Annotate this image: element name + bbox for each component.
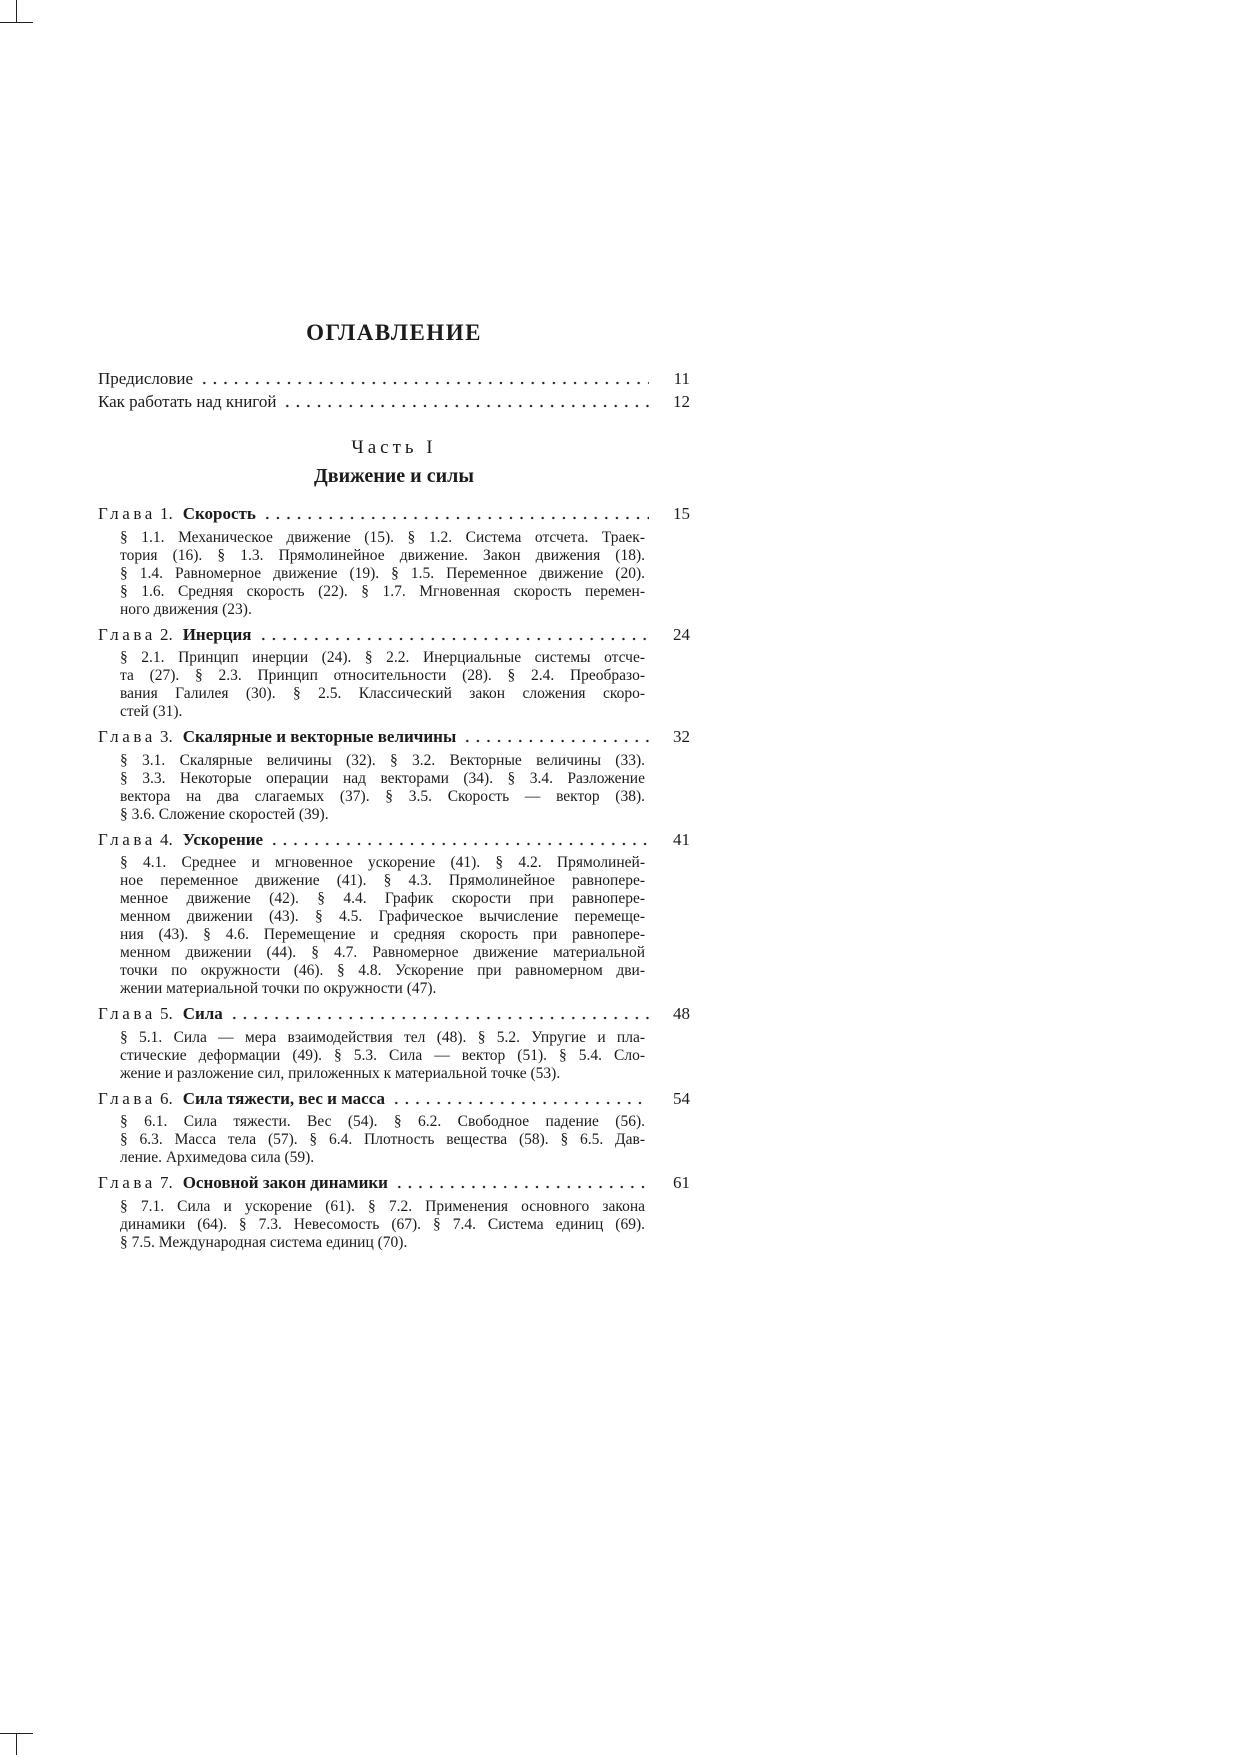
chapter-title: Скалярные и векторные величины (182, 727, 457, 746)
dot-leader (391, 1088, 649, 1110)
chapter-heading-row (98, 726, 690, 748)
chapter-label: Глава (98, 624, 156, 644)
page-title: ОГЛАВЛЕНИЕ (306, 320, 482, 345)
page-number: 41 (673, 829, 690, 849)
section-line: ного движения (23). (120, 600, 252, 618)
section-line: жении материальной точки по окружности (47). (120, 980, 437, 997)
page-number: 15 (673, 504, 690, 523)
chapter-number: 2. (159, 624, 173, 644)
section-line: § 4.1. Среднее и мгновенное ускорение (41). § 4.2. Прямолиней- (120, 854, 645, 871)
section-list (120, 1029, 645, 1083)
page-number: 48 (673, 1004, 690, 1023)
crop-mark-bottom-vertical (16, 1733, 17, 1755)
part-label: Часть I (351, 437, 437, 458)
chapter-entry (98, 1088, 690, 1168)
section-line: § 6.1. Сила тяжести. Вес (54). § 6.2. Свободное падение (56). (120, 1113, 645, 1130)
section-line: § 5.1. Сила — мера взаимодействия тел (48). § 5.2. Упругие и пла- (120, 1028, 645, 1046)
dot-leader (269, 829, 649, 851)
section-line: точки по окружности (46). § 4.8. Ускорение при равномерном дви- (120, 962, 645, 979)
chapter-title: Сила тяжести, вес и масса (182, 1088, 385, 1108)
chapter-label: Глава (98, 1173, 156, 1192)
page-number: 54 (673, 1088, 690, 1108)
chapter-heading-row (98, 624, 690, 646)
section-line: вания Галилея (30). § 2.5. Классический закон сложения скоро- (120, 685, 645, 702)
section-line: § 2.1. Принцип инерции (24). § 2.2. Инерциальные системы отсче- (120, 649, 645, 666)
section-list (120, 752, 645, 824)
chapter-title: Инерция (182, 624, 252, 644)
chapter-heading-row (98, 829, 690, 851)
section-line: § 7.1. Сила и ускорение (61). § 7.2. Применения основного закона (120, 1197, 645, 1215)
chapter-number: 1. (159, 504, 173, 523)
page-number: 24 (673, 624, 690, 644)
chapter-title: Основной закон динамики (182, 1173, 388, 1192)
dot-leader (282, 390, 649, 413)
section-line: § 7.5. Международная система единиц (70). (120, 1233, 408, 1251)
chapter-entry (98, 503, 690, 619)
section-line: § 3.6. Сложение скоростей (39). (120, 805, 329, 823)
chapter-entry (98, 726, 690, 824)
page-number: 61 (673, 1173, 690, 1192)
chapter-entry (98, 1172, 690, 1252)
page-number: 32 (673, 727, 690, 746)
section-line: та (27). § 2.3. Принцип относительности (28). § 2.4. Преобразо- (120, 667, 645, 684)
toc-entry (98, 390, 690, 413)
chapter-entry (98, 1003, 690, 1083)
chapter-heading-row (98, 503, 690, 525)
chapter-label: Глава (98, 1004, 156, 1023)
section-line: менном движении (44). § 4.7. Равномерное движение материальной (120, 944, 645, 961)
section-list (120, 1113, 645, 1167)
section-list (120, 1198, 645, 1252)
section-line: стические деформации (49). § 5.3. Сила — вектор (51). § 5.4. Сло- (120, 1046, 645, 1064)
section-list (120, 854, 645, 998)
toc-entry (98, 367, 690, 390)
chapter-number: 5. (159, 1004, 173, 1023)
dot-leader (394, 1172, 649, 1194)
chapter-list (98, 503, 690, 1257)
dot-leader (462, 726, 649, 748)
chapter-title: Скорость (182, 504, 256, 523)
section-list (120, 649, 645, 721)
dot-leader (229, 1003, 649, 1025)
section-line: вектора на два слагаемых (37). § 3.5. Скорость — вектор (38). (120, 787, 645, 805)
chapter-number: 7. (159, 1173, 173, 1192)
section-line: менном движении (43). § 4.5. Графическое вычисление перемеще- (120, 908, 645, 925)
chapter-title: Сила (182, 1004, 223, 1023)
chapter-heading-row (98, 1003, 690, 1025)
section-line: ния (43). § 4.6. Перемещение и средняя скорость при равнопере- (120, 926, 645, 943)
dot-leader (199, 367, 649, 390)
chapter-label: Глава (98, 727, 156, 746)
chapter-number: 3. (159, 727, 173, 746)
chapter-entry (98, 829, 690, 999)
chapter-heading-row (98, 1172, 690, 1194)
chapter-number: 4. (159, 829, 173, 849)
dot-leader (262, 503, 649, 525)
chapter-heading-row (98, 1088, 690, 1110)
crop-mark-top-horizontal (0, 22, 33, 23)
toc-entry-title: Как работать над книгой (98, 392, 277, 411)
section-line: динамики (64). § 7.3. Невесомость (67). § 7.4. Система единиц (69). (120, 1215, 645, 1233)
part-title: Движение и силы (314, 465, 474, 487)
section-line: тория (16). § 1.3. Прямолинейное движение. Закон движения (18). (120, 546, 645, 564)
crop-mark-top-vertical (16, 0, 17, 22)
dot-leader (258, 624, 650, 646)
toc-entry-title: Предисловие (98, 369, 194, 388)
chapter-number: 6. (159, 1088, 173, 1108)
section-line: § 3.3. Некоторые операции над векторами (34). § 3.4. Разложение (120, 769, 645, 787)
section-line: § 1.1. Механическое движение (15). § 1.2. Система отсчета. Траек- (120, 528, 645, 546)
section-line: § 1.6. Средняя скорость (22). § 1.7. Мгновенная скорость перемен- (120, 582, 645, 600)
front-matter-list (98, 367, 690, 413)
section-line: стей (31). (120, 703, 183, 720)
chapter-entry (98, 624, 690, 722)
page-number: 12 (673, 392, 690, 411)
section-line: § 3.1. Скалярные величины (32). § 3.2. Векторные величины (33). (120, 751, 645, 769)
chapter-title: Ускорение (182, 829, 264, 849)
section-list (120, 529, 645, 619)
section-line: § 6.3. Масса тела (57). § 6.4. Плотность вещества (58). § 6.5. Дав- (120, 1131, 645, 1148)
chapter-label: Глава (98, 1088, 156, 1108)
section-line: жение и разложение сил, приложенных к материальной точке (53). (120, 1064, 561, 1082)
section-line: менное движение (42). § 4.4. График скорости при равнопере- (120, 890, 645, 907)
section-line: § 1.4. Равномерное движение (19). § 1.5. Переменное движение (20). (120, 564, 645, 582)
chapter-label: Глава (98, 829, 156, 849)
page-number: 11 (673, 369, 690, 388)
section-line: ление. Архимедова сила (59). (120, 1149, 315, 1166)
chapter-label: Глава (98, 504, 156, 523)
section-line: ное переменное движение (41). § 4.3. Прямолинейное равнопере- (120, 872, 645, 889)
